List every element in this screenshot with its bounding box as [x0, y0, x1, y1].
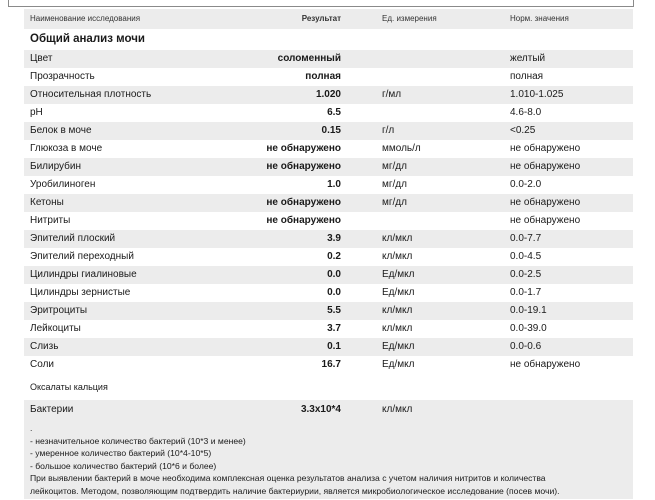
table-row [24, 194, 633, 212]
result-unit: мг/дл [382, 197, 407, 208]
result-unit: Ед/мкл [382, 341, 415, 352]
note-line: - незначительное количество бактерий (10*3 и менее) [30, 435, 246, 446]
table-row [24, 212, 633, 230]
result-name: Слизь [30, 341, 59, 352]
result-name: Уробилиноген [30, 179, 96, 190]
bacteria-notes [24, 420, 633, 499]
result-value: не обнаружено [266, 215, 341, 226]
result-unit: кл/мкл [382, 251, 413, 262]
table-row [24, 284, 633, 302]
table-row [24, 338, 633, 356]
result-name: Соли [30, 359, 54, 370]
result-unit: кл/мкл [382, 305, 413, 316]
note-line: - умеренное количество бактерий (10*4-10*5) [30, 448, 212, 458]
result-norm: 0.0-19.1 [510, 305, 547, 316]
result-name: Относительная плотность [30, 89, 152, 100]
result-norm: не обнаружено [510, 143, 581, 154]
result-value: полная [305, 71, 341, 82]
salt-note: Оксалаты кальция [30, 382, 108, 392]
result-name: Эпителий переходный [30, 251, 134, 262]
result-value: 1.020 [315, 89, 341, 100]
result-value: 6.5 [327, 107, 341, 118]
table-row [24, 266, 633, 284]
result-norm: 0.0-1.7 [510, 287, 542, 298]
result-name: Эпителий плоский [30, 233, 116, 244]
result-norm: 0.0-4.5 [510, 251, 542, 262]
result-value: 3.9 [327, 233, 341, 244]
results-table [24, 50, 633, 374]
result-norm: желтый [510, 53, 546, 64]
table-row [24, 104, 633, 122]
result-value: соломенный [277, 53, 341, 64]
result-norm: не обнаружено [510, 215, 581, 226]
result-norm: 0.0-0.6 [510, 341, 542, 352]
salt-note-row [24, 374, 633, 400]
result-norm: не обнаружено [510, 161, 581, 172]
result-value: 5.5 [327, 305, 341, 316]
bacteria-name: Бактерии [30, 404, 74, 415]
result-norm: 0.0-39.0 [510, 323, 547, 334]
result-name: Белок в моче [30, 125, 92, 136]
result-value: 0.2 [327, 251, 341, 262]
section-title: Общий анализ мочи [30, 33, 145, 45]
result-value: 0.0 [327, 269, 341, 280]
result-value: 1.0 [327, 179, 341, 190]
result-value: 0.0 [327, 287, 341, 298]
table-row [24, 68, 633, 86]
table-row [24, 302, 633, 320]
table-row [24, 158, 633, 176]
result-unit: кл/мкл [382, 323, 413, 334]
table-row [24, 356, 633, 374]
result-unit: г/мл [382, 89, 402, 100]
result-name: Цвет [30, 53, 53, 64]
result-value: не обнаружено [266, 197, 341, 208]
result-norm: полная [510, 71, 544, 82]
result-norm: 1.010-1.025 [510, 89, 564, 100]
result-name: Кетоны [30, 197, 64, 208]
table-row [24, 140, 633, 158]
result-norm: 0.0-2.0 [510, 179, 542, 190]
table-row [24, 248, 633, 266]
result-norm: <0.25 [510, 125, 536, 136]
note-line: лейкоцитов. Методом, позволяющим подтвердить наличие бактериурии, является микробиологическое исследование (посев мочи). [30, 485, 560, 496]
result-name: pH [30, 107, 43, 118]
header-name: Наименование исследования [30, 14, 141, 23]
result-name: Прозрачность [30, 71, 95, 82]
table-row [24, 320, 633, 338]
result-name: Глюкоза в моче [30, 143, 103, 154]
table-row [24, 122, 633, 140]
result-unit: мг/дл [382, 161, 407, 172]
result-unit: г/л [382, 125, 395, 136]
result-value: 16.7 [321, 359, 341, 370]
header-result: Результат [301, 14, 341, 23]
note-line: При выявлении бактерий в моче необходима комплексная оценка результатов анализа с учетом наличия нитритов и количества [30, 473, 546, 483]
result-unit: Ед/мкл [382, 269, 415, 280]
result-norm: 4.6-8.0 [510, 107, 542, 118]
result-name: Лейкоциты [30, 323, 81, 334]
result-norm: 0.0-2.5 [510, 269, 542, 280]
result-unit: мг/дл [382, 179, 407, 190]
result-unit: ммоль/л [382, 143, 421, 154]
result-value: 0.1 [327, 341, 341, 352]
result-value: не обнаружено [266, 143, 341, 154]
table-header [24, 9, 633, 29]
result-name: Билирубин [30, 161, 81, 172]
table-row [24, 230, 633, 248]
result-unit: Ед/мкл [382, 359, 415, 370]
header-norm: Норм. значения [510, 14, 569, 23]
bacteria-unit: кл/мкл [382, 404, 413, 415]
result-norm: не обнаружено [510, 359, 581, 370]
result-value: 3.7 [327, 323, 341, 334]
result-name: Эритроциты [30, 305, 88, 316]
header-unit: Ед. измерения [382, 14, 437, 23]
note-line: - большое количество бактерий (10*6 и более) [30, 460, 217, 471]
bacteria-result: 3.3x10*4 [300, 404, 341, 415]
result-name: Цилиндры зернистые [30, 287, 131, 298]
bacteria-row [24, 400, 633, 420]
lab-results-sheet [24, 9, 633, 499]
table-row [24, 50, 633, 68]
result-value: не обнаружено [266, 161, 341, 172]
top-frame [8, 0, 634, 7]
result-norm: не обнаружено [510, 197, 581, 208]
result-unit: кл/мкл [382, 233, 413, 244]
result-name: Цилиндры гиалиновые [30, 269, 137, 280]
note-line: . [30, 423, 33, 433]
result-norm: 0.0-7.7 [510, 233, 542, 244]
table-row [24, 86, 633, 104]
result-name: Нитриты [30, 215, 71, 226]
result-unit: Ед/мкл [382, 287, 415, 298]
table-row [24, 176, 633, 194]
result-value: 0.15 [321, 125, 341, 136]
